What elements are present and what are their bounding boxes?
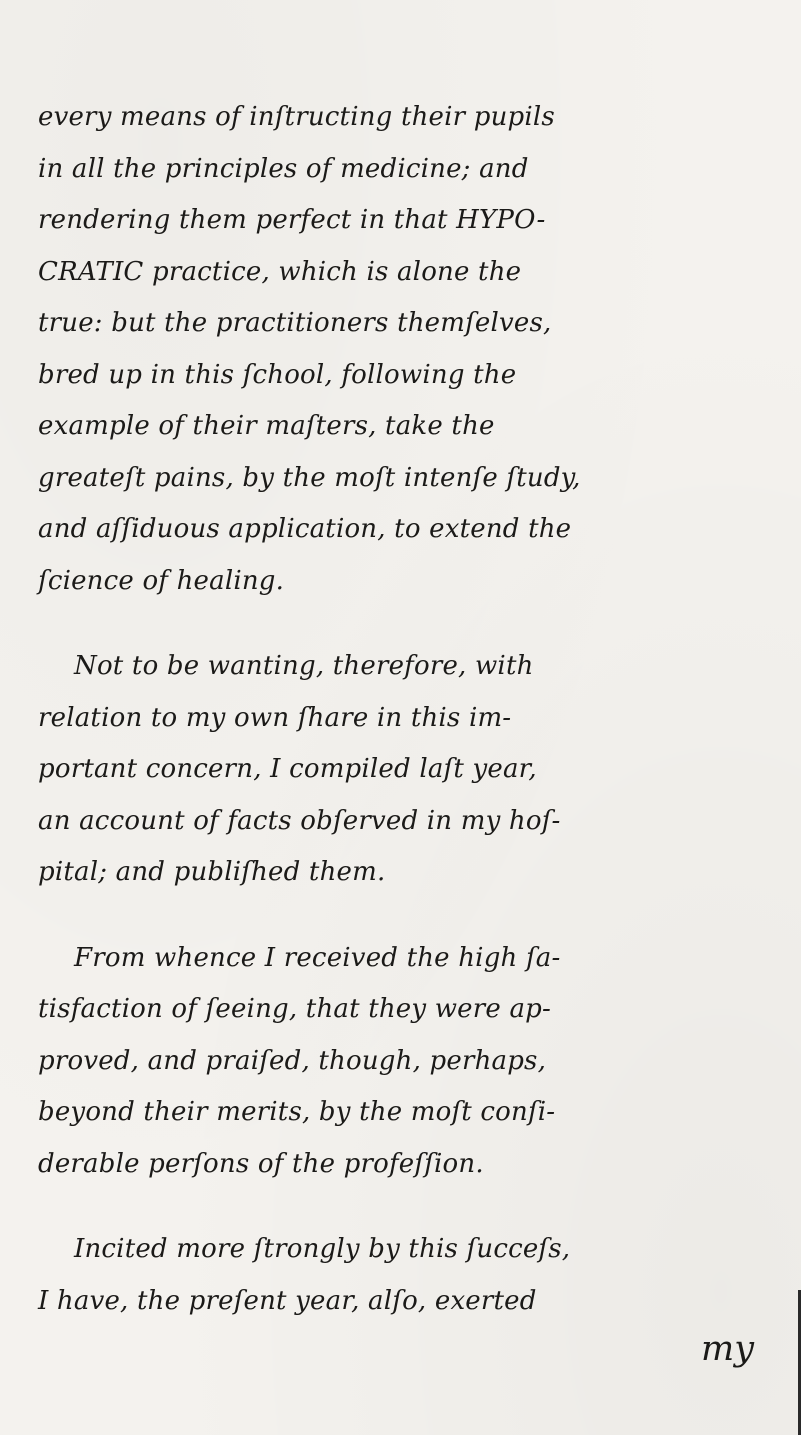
paragraph-2 [38, 641, 778, 899]
catchword: my [701, 1329, 754, 1369]
text-line: pital; and publiſhed them. [38, 857, 386, 887]
paragraph-3 [38, 933, 778, 1191]
text-line: relation to my own ſhare in this im- [38, 702, 512, 733]
text-line: example of their maſters, take the [38, 411, 495, 441]
text-line: greateſt pains, by the moſt intenſe ſtudy, [38, 462, 581, 493]
text-line: I have, the preſent year, alſo, exerted [38, 1285, 537, 1316]
text-line: tisfaction of ſeeing, that they were ap- [38, 994, 551, 1024]
text-line: an account of facts obſerved in my hoſ- [38, 805, 561, 836]
text-line: Not to be wanting, therefore, with [74, 651, 534, 681]
text-line: ſcience of healing. [38, 565, 285, 596]
text-line: From whence I received the high ſa- [74, 942, 561, 973]
text-line: Incited more ſtrongly by this ſucceſs, [74, 1234, 571, 1264]
text-line: CRATIC practice, which is alone the [38, 256, 522, 287]
text-line: proved, and praiſed, though, perhaps, [38, 1045, 547, 1076]
paragraph-1 [38, 92, 778, 607]
text-line: in all the principles of medicine; and [38, 153, 529, 184]
text-line: rendering them perfect in that HYPO- [38, 205, 546, 235]
text-line: true: but the practitioners themſelves, [38, 308, 552, 338]
paragraph-4 [38, 1224, 778, 1327]
page-text [38, 92, 778, 1371]
text-line: every means of inſtructing their pupils [38, 102, 555, 132]
text-line: and aſſiduous application, to extend the [38, 514, 572, 544]
text-line: derable perſons of the profeſſion. [38, 1148, 484, 1179]
text-line: portant concern, I compiled laſt year, [38, 754, 537, 784]
text-line: beyond their merits, by the moſt conſi- [38, 1097, 556, 1127]
text-line: bred up in this ſchool, following the [38, 359, 517, 390]
